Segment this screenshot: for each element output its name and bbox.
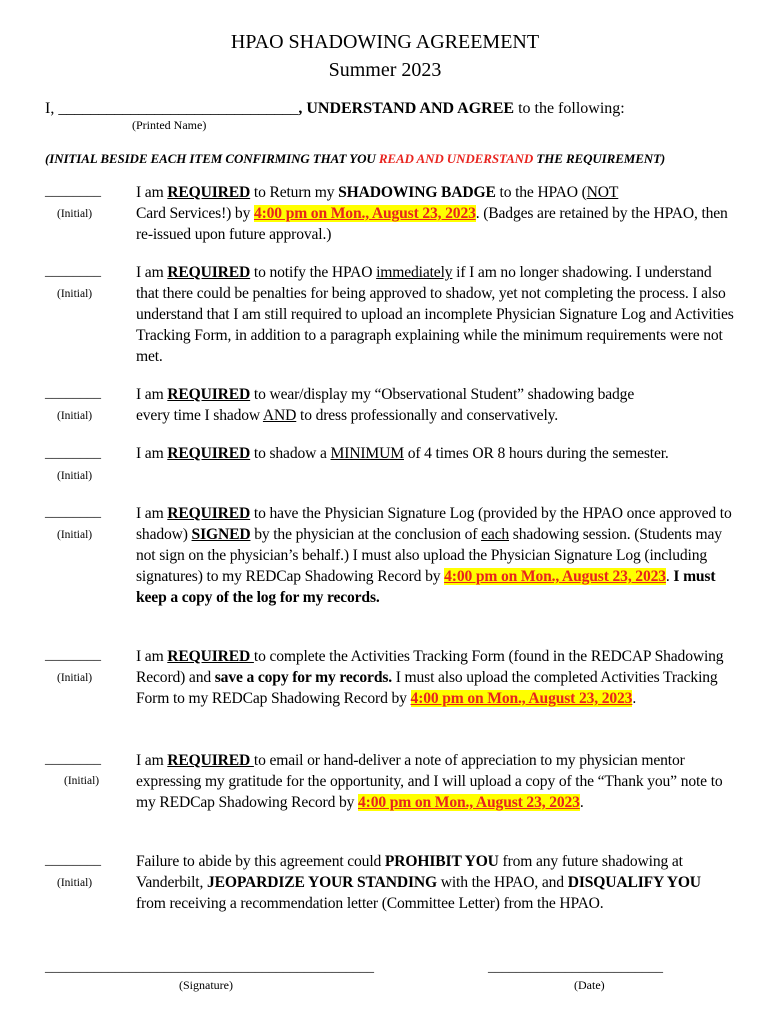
t: to shadow a [250, 445, 331, 462]
t: with the HPAO, and [437, 874, 568, 891]
t: Failure to abide by this agreement could [136, 853, 385, 870]
t: JEOPARDIZE YOUR STANDING [206, 874, 437, 891]
t: to complete the Activities Tracking Form (found in the REDCAP Shadowing Record) and [136, 648, 724, 686]
t: from receiving a recommendation letter (Committee Letter) from the HPAO. [136, 895, 604, 912]
t: REQUIRED [167, 386, 251, 403]
deadline-highlight: 4:00 pm on Mon., August 23, 2023 [253, 205, 476, 222]
initial-blank-4[interactable]: ________ [45, 446, 101, 461]
printed-name-label: (Printed Name) [132, 118, 207, 132]
initial-blank-8[interactable]: ________ [45, 853, 101, 868]
intro-rest: to the following: [514, 100, 625, 117]
t: REQUIRED [167, 648, 254, 665]
t: to dress professionally and conservatively. [296, 407, 559, 424]
intro-agree: , UNDERSTAND AND AGREE [298, 100, 515, 117]
deadline-highlight: 4:00 pm on Mon., August 23, 2023 [358, 794, 580, 811]
t: every time I shadow [136, 407, 263, 424]
item-minimum [136, 443, 734, 464]
initial-blank-3[interactable]: ________ [45, 386, 101, 401]
deadline-highlight: 4:00 pm on Mon., August 23, 2023 [410, 690, 633, 707]
t: save a copy for my records. [214, 669, 393, 686]
t: to email or hand-deliver a note of appreciation to my physician mentor expressing my gratitude for the opportunity, and I will upload a copy of the “Thank you” note to my REDCap Shadowing Record by [136, 752, 723, 811]
signature-line[interactable]: _______________________________________________ [45, 960, 374, 975]
t: to the HPAO ( [495, 184, 587, 201]
signature-label: (Signature) [179, 978, 233, 992]
t: I must also upload the completed Activities Tracking Form to my REDCap Shadowing Record by [136, 669, 718, 707]
t: DISQUALIFY YOU [567, 874, 701, 891]
t: SIGNED [191, 526, 251, 543]
t: REQUIRED [167, 445, 251, 462]
initial-label-4: (Initial) [57, 470, 93, 482]
t: . [665, 568, 674, 585]
printed-name-line[interactable] [45, 100, 625, 118]
initial-label-7: (Initial) [64, 775, 100, 787]
t: I am [136, 648, 168, 665]
date-label: (Date) [574, 978, 605, 992]
t: I am [136, 752, 168, 769]
t: I must keep a copy of the log for my records. [136, 568, 716, 606]
t: by the physician at the conclusion of [250, 526, 482, 543]
t: to have the Physician Signature Log (provided by the HPAO once approved to shadow) [136, 505, 732, 543]
instruction-part1: (INITIAL BESIDE EACH ITEM CONFIRMING THAT YOU [45, 151, 379, 166]
document-title: HPAO SHADOWING AGREEMENT [230, 31, 540, 53]
document-subtitle: Summer 2023 [328, 59, 442, 81]
t: Card Services!) by [136, 205, 254, 222]
t: to wear/display my “Observational Student” shadowing badge [250, 386, 635, 403]
initial-blank-7[interactable]: ________ [45, 752, 101, 767]
t: each [481, 526, 510, 543]
initial-blank-1[interactable]: ________ [45, 184, 101, 199]
item-signature-log [136, 503, 734, 608]
item-thank-you [136, 750, 734, 813]
printed-name-blank[interactable]: ______________________________ [58, 100, 299, 117]
initial-label-6: (Initial) [57, 672, 93, 684]
t: to Return my [250, 184, 339, 201]
t: I am [136, 445, 168, 462]
t: PROHIBIT YOU [384, 853, 499, 870]
t: . [632, 690, 637, 707]
t: from any future shadowing at Vanderbilt, [136, 853, 683, 891]
t: SHADOWING BADGE [338, 184, 496, 201]
initial-label-1: (Initial) [57, 208, 93, 220]
t: REQUIRED [167, 264, 251, 281]
t: . (Badges are retained by the HPAO, then re-issued upon future approval.) [136, 205, 728, 243]
t: I am [136, 505, 168, 522]
t: REQUIRED [167, 184, 251, 201]
item-failure-warning [136, 851, 734, 914]
t: NOT [586, 184, 619, 201]
t: REQUIRED [167, 752, 254, 769]
t: to notify the HPAO [250, 264, 377, 281]
t: shadowing session. (Students may not sign on the physician’s behalf.) I must also upload the Physician Signature Log (including signatures) to my REDCap Shadowing Record by [136, 526, 722, 585]
t: REQUIRED [167, 505, 251, 522]
instruction-part2: THE REQUIREMENT) [533, 151, 666, 166]
instruction [45, 151, 665, 167]
deadline-highlight: 4:00 pm on Mon., August 23, 2023 [444, 568, 666, 585]
item-badge-dress [136, 384, 734, 426]
initial-label-2: (Initial) [57, 288, 93, 300]
t: I am [136, 184, 168, 201]
initial-blank-6[interactable]: ________ [45, 648, 101, 663]
t: I am [136, 386, 168, 403]
t: immediately [376, 264, 453, 281]
item-activities-form [136, 646, 734, 709]
item-return-badge [136, 182, 734, 245]
t: of 4 times OR 8 hours during the semester. [403, 445, 669, 462]
initial-blank-2[interactable]: ________ [45, 264, 101, 279]
t: AND [262, 407, 297, 424]
initial-label-8: (Initial) [57, 877, 93, 889]
intro-prefix: I, [45, 100, 59, 117]
instruction-red: READ AND UNDERSTAND [378, 151, 534, 166]
t: MINIMUM [330, 445, 404, 462]
t: if I am no longer shadowing. I understand that there could be penalties for being approved to shadow, yet not completing the process. I also understand that I am still required to upload an incomplete Physician Signature Log and Activities Tracking Form, in addition to a paragraph explaining while the minimum requirements were not met. [136, 264, 734, 365]
initial-label-3: (Initial) [57, 410, 93, 422]
item-notify [136, 262, 734, 367]
initial-label-5: (Initial) [57, 529, 93, 541]
t: . [579, 794, 584, 811]
date-line[interactable]: _________________________ [488, 960, 663, 975]
initial-blank-5[interactable]: ________ [45, 505, 101, 520]
t: I am [136, 264, 168, 281]
